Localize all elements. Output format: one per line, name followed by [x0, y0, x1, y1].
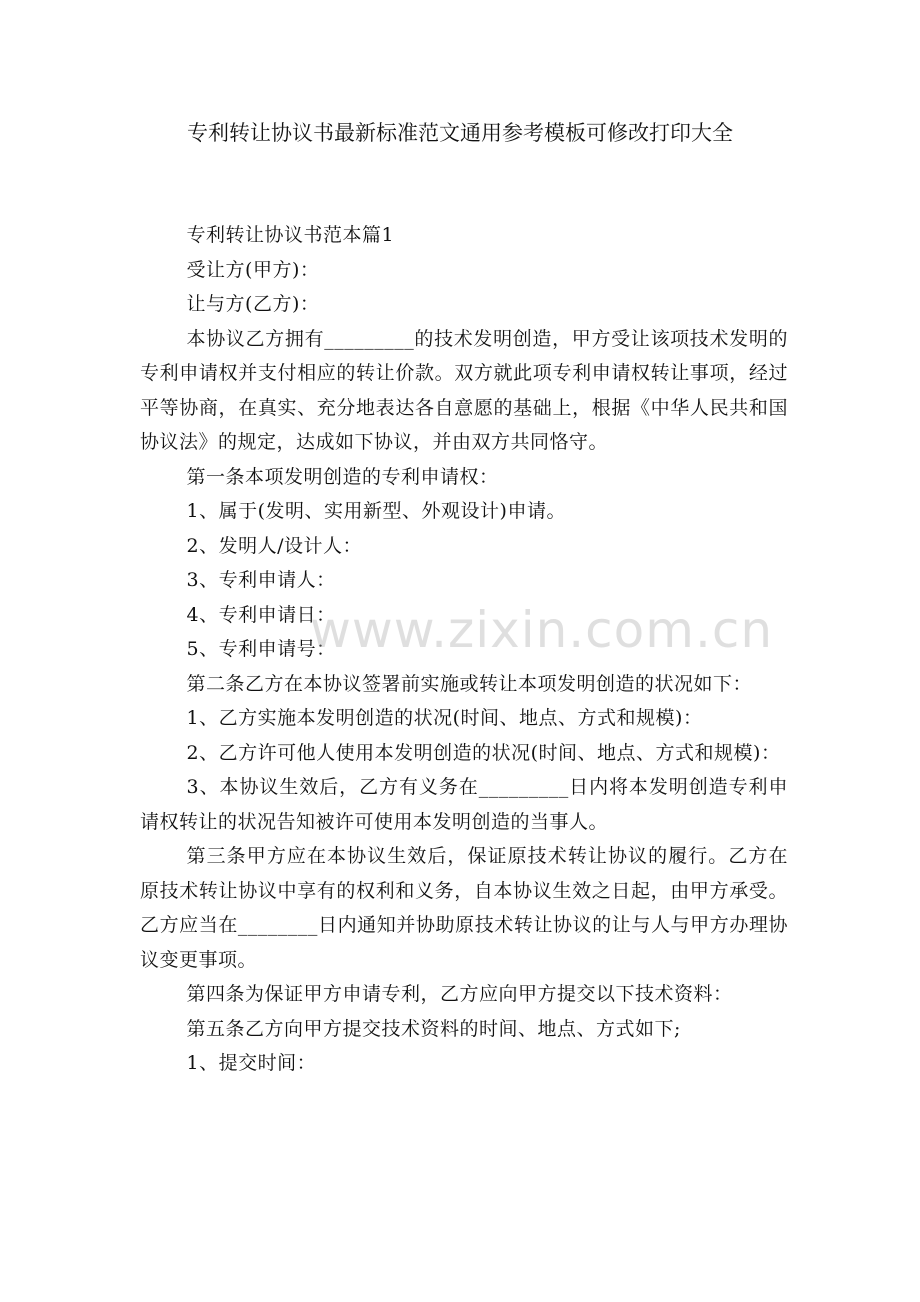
article-1-item: 4、专利申请日： — [186, 603, 336, 626]
section-heading: 专利转让协议书范本篇1 — [186, 224, 395, 246]
article-2-heading: 第二条乙方在本协议签署前实施或转让本项发明创造的状况如下： — [186, 672, 753, 695]
document-title: 专利转让协议书最新标准范文通用参考模板可修改打印大全 — [187, 121, 733, 145]
article-3-paragraph: 第三条甲方应在本协议生效后，保证原技术转让协议的履行。乙方在原技术转让协议中享有的权利和义务，自本协议生效之日起，由甲方承受。乙方应当在________日内通知并协助原技术转让协议的让与人与甲方办理协议变更事项。 — [140, 845, 788, 971]
party-b-line: 让与方(乙方)： — [186, 293, 320, 315]
article-2-item: 1、乙方实施本发明创造的状况(时间、地点、方式和规模)： — [186, 707, 703, 729]
article-1-item: 2、发明人/设计人： — [186, 534, 363, 557]
article-2-item: 3、本协议生效后，乙方有义务在_________日内将本发明创造专利申请权转让的状况告知被许可使用本发明创造的当事人。 — [140, 776, 788, 833]
preamble-paragraph: 本协议乙方拥有_________的技术发明创造，甲方受让该项技术发明的专利申请权并支付相应的转让价款。双方就此项专利申请权转让事项，经过平等协商，在真实、充分地表达各自意愿的基础上，根据《中华人民共和国协议法》的规定，达成如下协议，并由双方共同恪守。 — [140, 327, 788, 453]
article-4-paragraph: 第四条为保证甲方申请专利，乙方应向甲方提交以下技术资料： — [186, 983, 733, 1005]
document-body — [140, 218, 788, 1081]
article-1-heading: 第一条本项发明创造的专利申请权： — [186, 465, 499, 488]
article-2-item: 2、乙方许可他人使用本发明创造的状况(时间、地点、方式和规模)： — [186, 741, 781, 764]
watermark-text: www.zixin.com.cn — [310, 601, 774, 659]
article-1-item: 3、专利申请人： — [186, 569, 336, 591]
article-5-item: 1、提交时间： — [186, 1052, 317, 1074]
article-1-item: 1、属于(发明、实用新型、外观设计)申请。 — [186, 500, 566, 522]
party-a-line: 受让方(甲方)： — [186, 258, 320, 281]
article-1-item: 5、专利申请号： — [186, 638, 336, 660]
article-5-heading: 第五条乙方向甲方提交技术资料的时间、地点、方式如下; — [186, 1017, 681, 1040]
